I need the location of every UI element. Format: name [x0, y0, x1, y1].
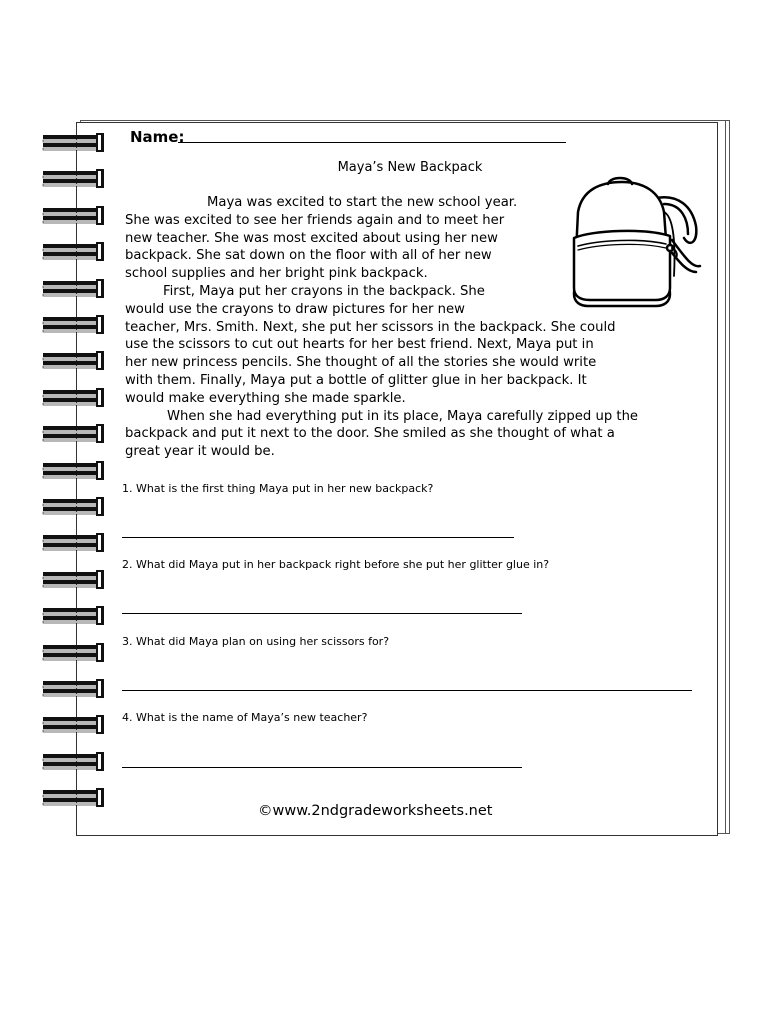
spiral-binding [40, 132, 110, 832]
story-line: backpack. She sat down on the floor with all of her new [125, 248, 492, 264]
question-4: 4. What is the name of Maya’s new teacher? [122, 711, 368, 724]
worksheet-title: Maya’s New Backpack [337, 160, 483, 175]
story-line: school supplies and her bright pink backpack. [125, 266, 428, 282]
spiral-ring [42, 205, 108, 227]
spiral-ring [42, 678, 108, 700]
story-line: She was excited to see her friends again and to meet her [125, 212, 505, 228]
story-line: backpack and put it next to the door. She smiled as she thought of what a [125, 426, 615, 442]
story-line: would make everything she made sparkle. [125, 390, 406, 406]
copyright-footer: ©www.2ndgradeworksheets.net [258, 803, 493, 819]
answer-line-1[interactable] [122, 537, 514, 538]
spiral-ring [42, 751, 108, 773]
spiral-ring [42, 314, 108, 336]
backpack-illustration [560, 176, 710, 316]
spiral-ring [42, 532, 108, 554]
spiral-ring [42, 496, 108, 518]
story-line: new teacher. She was most excited about using her new [125, 230, 498, 246]
spiral-ring [42, 132, 108, 154]
story-line: use the scissors to cut out hearts for her best friend. Next, Maya put in [125, 337, 594, 353]
story-line: Maya was excited to start the new school year. [207, 195, 518, 210]
name-field-line[interactable] [178, 142, 566, 143]
answer-line-2[interactable] [122, 613, 522, 614]
spiral-ring [42, 241, 108, 263]
name-label: Name: [130, 128, 185, 146]
spiral-ring [42, 460, 108, 482]
story-line: her new princess pencils. She thought of all the stories she would write [125, 355, 597, 371]
spiral-ring [42, 350, 108, 372]
answer-line-4[interactable] [122, 767, 522, 768]
spiral-ring [42, 423, 108, 445]
answer-line-3[interactable] [122, 690, 692, 691]
spiral-ring [42, 569, 108, 591]
question-3: 3. What did Maya plan on using her scissors for? [122, 635, 390, 648]
spiral-ring [42, 642, 108, 664]
spiral-ring [42, 605, 108, 627]
spiral-ring [42, 278, 108, 300]
question-1: 1. What is the first thing Maya put in her new backpack? [122, 482, 434, 495]
story-line: would use the crayons to draw pictures for her new [125, 301, 465, 317]
story-line: great year it would be. [125, 444, 275, 460]
story-line: First, Maya put her crayons in the backpack. She [163, 283, 485, 299]
spiral-ring [42, 714, 108, 736]
story-line: with them. Finally, Maya put a bottle of glitter glue in her backpack. It [125, 372, 587, 388]
spiral-ring [42, 387, 108, 409]
spiral-ring [42, 787, 108, 809]
story-line: teacher, Mrs. Smith. Next, she put her scissors in the backpack. She could [125, 319, 616, 335]
story-line: When she had everything put in its place, Maya carefully zipped up the [167, 408, 639, 424]
spiral-ring [42, 168, 108, 190]
question-2: 2. What did Maya put in her backpack right before she put her glitter glue in? [122, 558, 550, 571]
